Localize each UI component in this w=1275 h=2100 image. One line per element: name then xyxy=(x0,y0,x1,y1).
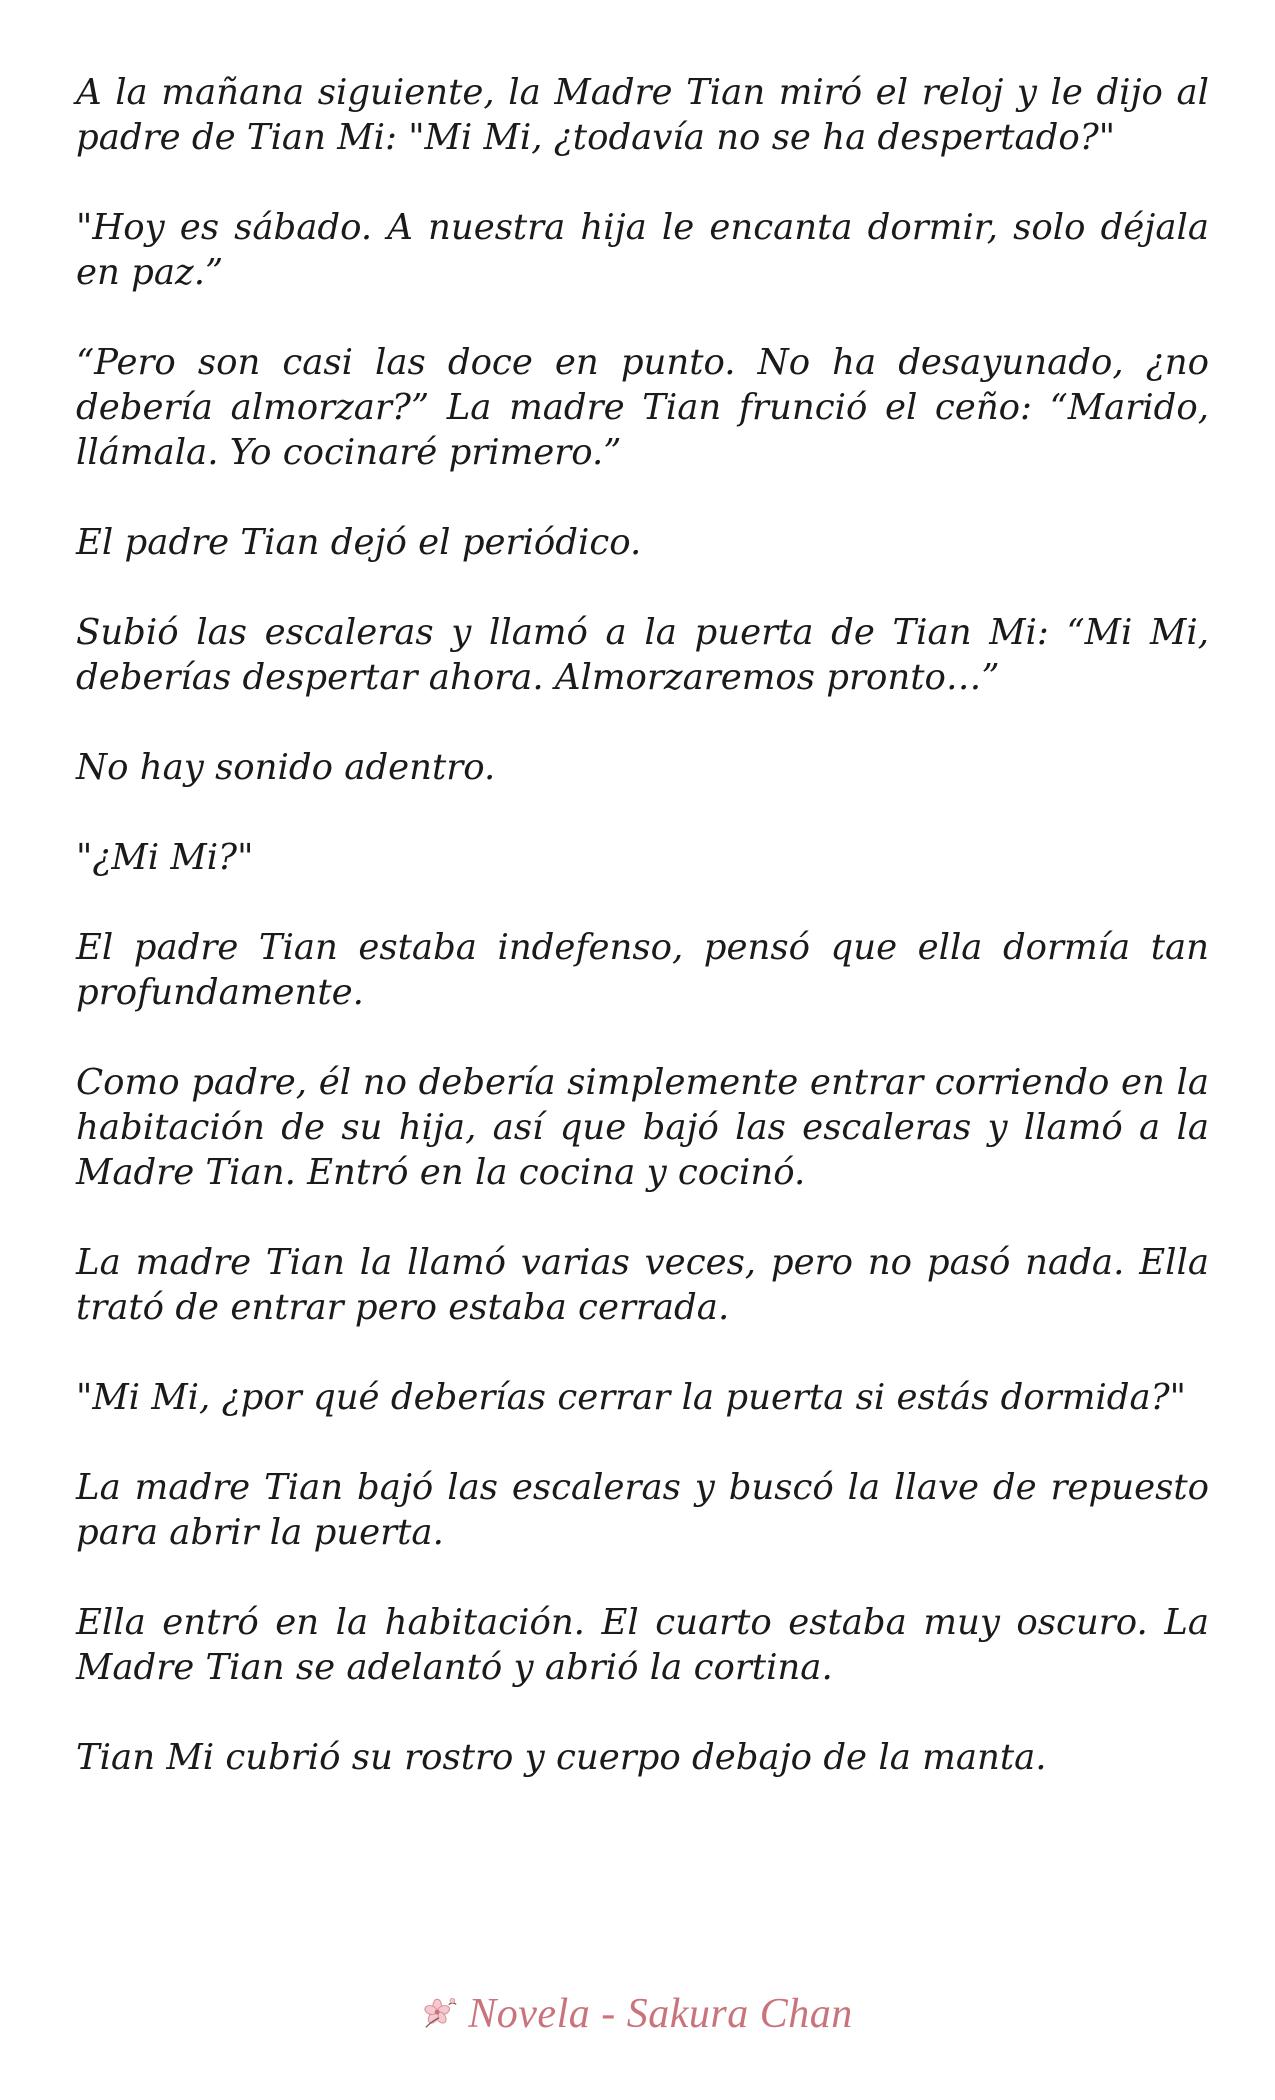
paragraph: "Hoy es sábado. A nuestra hija le encanta dormir, solo déjala en paz.” xyxy=(76,207,1209,293)
paragraph: "Mi Mi, ¿por qué deberías cerrar la puerta si estás dormida?" xyxy=(76,1377,1186,1418)
sakura-flower-icon xyxy=(422,1995,460,2033)
paragraph: Como padre, él no debería simplemente entrar corriendo en la habitación de su hija, así que bajó las escaleras y llamó a la Madre Tian. Entró en la cocina y cocinó. xyxy=(76,1062,1209,1193)
paragraph: La madre Tian la llamó varias veces, pero no pasó nada. Ella trató de entrar pero estaba cerrada. xyxy=(76,1242,1209,1328)
watermark-footer xyxy=(0,1984,1275,2044)
paragraph: El padre Tian dejó el periódico. xyxy=(76,522,642,563)
paragraph: Ella entró en la habitación. El cuarto estaba muy oscuro. La Madre Tian se adelantó y abrió la cortina. xyxy=(76,1602,1209,1688)
paragraph: "¿Mi Mi?" xyxy=(76,837,254,878)
paragraph: Subió las escaleras y llamó a la puerta de Tian Mi: “Mi Mi, deberías despertar ahora. Almorzaremos pronto…” xyxy=(76,612,1209,698)
paragraph: El padre Tian estaba indefenso, pensó que ella dormía tan profundamente. xyxy=(76,927,1209,1013)
document-body xyxy=(76,70,1209,1780)
paragraph: La madre Tian bajó las escaleras y buscó la llave de repuesto para abrir la puerta. xyxy=(76,1467,1209,1553)
watermark-label: Novela - Sakura Chan xyxy=(468,1991,853,2037)
paragraph: A la mañana siguiente, la Madre Tian miró el reloj y le dijo al padre de Tian Mi: "Mi Mi, ¿todavía no se ha despertado?" xyxy=(76,72,1209,158)
paragraph: Tian Mi cubrió su rostro y cuerpo debajo de la manta. xyxy=(76,1737,1047,1778)
paragraph: “Pero son casi las doce en punto. No ha desayunado, ¿no debería almorzar?” La madre Tian frunció el ceño: “Marido, llámala. Yo cocinaré primero.” xyxy=(76,342,1209,473)
paragraph: No hay sonido adentro. xyxy=(76,747,496,788)
